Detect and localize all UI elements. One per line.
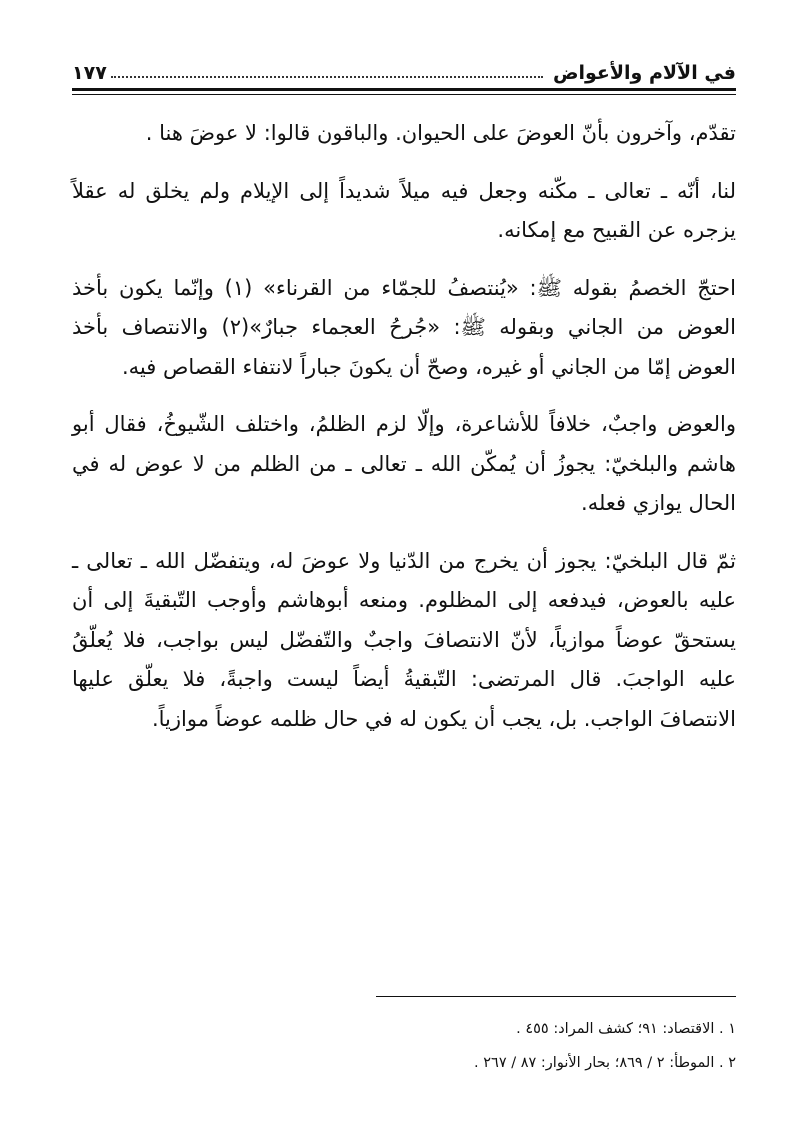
- paragraph: لنا، أنّه ـ تعالى ـ مكّنه وجعل فيه ميلاً شديداً إلى الإيلام ولم يخلق له عقلاً يزجره عن القبيح مع إمكانه.: [72, 178, 736, 242]
- paragraph: احتجّ الخصمُ بقوله ﷺ: «يُنتصفُ للجمّاء من القرناء» (١) وإنّما يكون بأخذ العوض من الجاني وبقوله ﷺ: «جُرحُ العجماء جبارٌ»(٢) والانتصاف بأخذ العوض إمّا من الجاني أو غيره، وصحّ أن يكونَ جباراً لانتفاء القصاص فيه.: [72, 275, 736, 379]
- paragraph: ثمّ قال البلخيّ: يجوز أن يخرج من الدّنيا ولا عوضَ له، ويتفضّل الله ـ تعالى ـ عليه بالعوض، فيدفعه إلى المظلوم. ومنعه أبوهاشم وأوجب التّبقيةَ إلى أن يستحقّ عوضاً موازياً، لأنّ الانتصافَ واجبٌ والتّفضّل ليس بواجب، فلا يُعلّقُ عليه الواجبَ. قال المرتضى: التّبقيةُ أيضاً ليست واجبةً، فلا يعلّق عليها الانتصافَ الواجب. بل، يجب أن يكون له في حال ظلمه عوضاً موازياً.: [72, 548, 736, 731]
- body-text: [72, 114, 736, 757]
- footnotes: [72, 1012, 736, 1080]
- header-rule-thick: [72, 88, 736, 91]
- paragraph: تقدّم، وآخرون بأنّ العوضَ على الحيوان. والباقون قالوا: لا عوضَ هنا .: [145, 121, 736, 145]
- paragraph: والعوض واجبٌ، خلافاً للأشاعرة، وإلّا لزم الظلمُ، واختلف الشّيوخُ، فقال أبو هاشم والبلخيّ: يجوزُ أن يُمكّن الله ـ تعالى ـ من الظلم من لا عوض له في الحال يوازي فعله.: [72, 412, 736, 515]
- footnote-separator: [376, 996, 736, 997]
- running-header: [72, 44, 736, 84]
- footnote: ٢ . الموطأ: ٢ / ٨٦٩؛ بحار الأنوار: ٨٧ / ٢٦٧ .: [474, 1055, 736, 1071]
- header-rule-thin: [72, 94, 736, 95]
- page-number: ١٧٧: [72, 62, 107, 84]
- footnote: ١ . الاقتصاد: ٩١؛ كشف المراد: ٤٥٥ .: [516, 1021, 736, 1037]
- header-leader-dots: [111, 76, 543, 78]
- chapter-title: في الآلام والأعواض: [552, 62, 736, 84]
